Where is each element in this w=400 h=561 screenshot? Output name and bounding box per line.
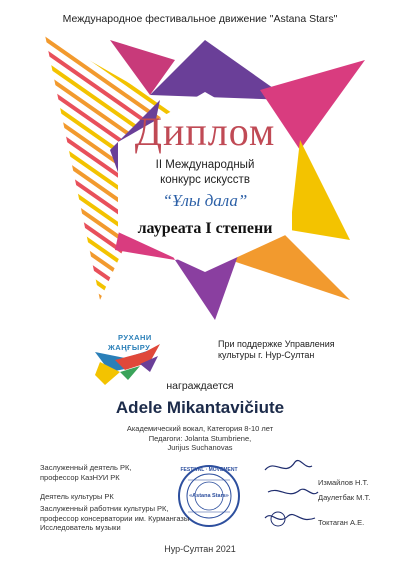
degree-text: лауреата I степени: [137, 220, 273, 237]
signature-dauletbak: [268, 489, 318, 494]
stamp-outer-text: FESTIVAL · MOVEMENT: [180, 467, 238, 473]
jury-title-2: [40, 492, 114, 502]
support-text: [218, 339, 378, 361]
signer-name-2: Даулетбак М.Т.: [318, 493, 371, 502]
recipient-name: Adele Mikantavičiute: [115, 398, 285, 417]
jury-title-3: [40, 504, 189, 533]
jury-title-1: [40, 463, 132, 482]
contest-name: “Ұлы дала”: [162, 191, 248, 210]
jury-title-1-line1: Заслуженный деятель РК,: [40, 463, 132, 472]
logo-text-line1: РУХАНИ: [118, 333, 152, 342]
jury-title-1-line2: профессор КазНУИ РК: [40, 472, 120, 482]
details-line2: Педагоги: Jolanta Stumbriene,: [148, 433, 252, 443]
support-line2: культуры г. Нур-Султан: [218, 350, 315, 360]
subtitle-line2: конкурс искусств: [160, 174, 250, 186]
stamp-inner-text: «Astana Stars»: [189, 493, 229, 499]
jury-title-2-line1: Деятель культуры РК: [40, 492, 114, 501]
logo-text-line2: ЖАҢҒЫРУ: [108, 343, 151, 352]
city-year: Нур-Султан 2021: [164, 544, 236, 554]
jury-title-3-line3: Исследователь музыки: [40, 523, 121, 532]
awarded-label: награждается: [166, 380, 234, 392]
details-line3: Jurijus Suchanovas: [167, 443, 233, 452]
jury-title-3-line1: Заслуженный работник культуры РК,: [40, 504, 169, 513]
jury-title-3-line2: профессор консерватории им. Курмангазы: [40, 513, 190, 523]
details-line1: Академический вокал, Категория 8-10 лет: [126, 424, 274, 433]
support-line1: При поддержке Управления: [218, 339, 335, 349]
signer-name-1: Измайлов Н.Т.: [318, 478, 369, 487]
signature-izmaylov: [265, 460, 312, 470]
subtitle-line1: II Международный: [155, 159, 255, 171]
signatures: [265, 460, 318, 526]
header-text: Международное фестивальное движение "Astana Stars": [62, 13, 338, 25]
diploma-title: Диплом: [134, 109, 276, 154]
performance-details: [0, 424, 400, 453]
signer-name-3: Токтаган А.Е.: [318, 518, 365, 527]
